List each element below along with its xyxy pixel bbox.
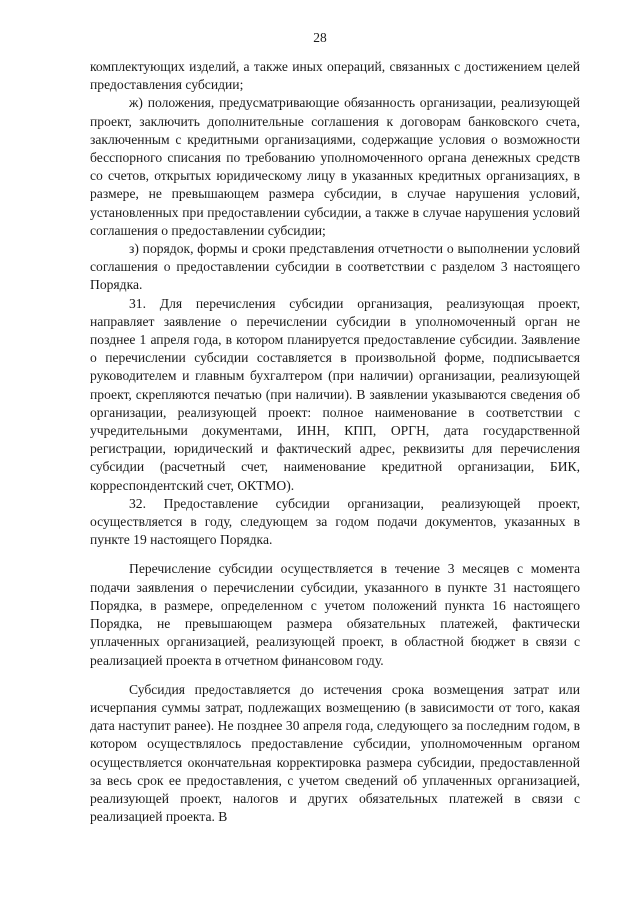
paragraph-clause-31: 31. Для перечисления субсидии организация, реализующая проект, направляет заявление о перечислении субсидии в уполномоченный орган не позднее 1 апреля года, в котором планируется предоставление субсидии. Заявление о перечислении субсидии составляется в произвольной форме, подписывается руководителем и главным бухгалтером (при наличии) организации, реализующей проект, скрепляются печатью (при наличии). В заявлении указываются сведения об организации, реализующей проект: полное наименование в соответствии с учредительными документами, ИНН, КПП, ОРГН, дата государственной регистрации, юридический и фактический адрес, реквизиты для перечисления субсидии (расчетный счет, наименование кредитной организации, БИК, корреспондентский счет, ОКТМО). — [90, 295, 580, 493]
paragraph-continuation: комплектующих изделий, а также иных операций, связанных с достижением целей предоставления субсидии; — [90, 59, 580, 93]
paragraph-item-z: з) порядок, формы и сроки представления отчетности о выполнении условий соглашения о предоставлении субсидии в соответствии с разделом 3 настоящего Порядка. — [90, 241, 580, 293]
document-body — [90, 58, 580, 826]
paragraph-transfer-terms: Перечисление субсидии осуществляется в течение 3 месяцев с момента подачи заявления о перечислении субсидии, указанного в пункте 31 настоящего Порядка, в размере, определенном с учетом положений пункта 16 настоящего Порядка, не превышающем размера обязательных платежей, фактически уплаченных организацией, реализующей проект, в областной бюджет в связи с реализацией проекта в отчетном финансовом году. — [90, 561, 580, 668]
page-number: 28 — [313, 30, 327, 45]
paragraph-item-zh: ж) положения, предусматривающие обязанность организации, реализующей проект, заключить дополнительные соглашения к договорам банковского счета, заключенным с кредитными организациями, содержащие условия о возможности бесспорного списания по требованию уполномоченного органа денежных средств со счетов, открытых юридическому лицу в указанных кредитных организациях, в размере, не превышающем размера субсидии, в случае нарушения условий, установленных при предоставлении субсидии, а также в случае нарушения условий соглашения о предоставлении субсидии; — [90, 95, 580, 238]
paragraph-subsidy-adjustment: Субсидия предоставляется до истечения срока возмещения затрат или исчерпания суммы затрат, подлежащих возмещению (в зависимости от того, какая дата наступит ранее). Не позднее 30 апреля года, следующего за последним годом, в котором осуществлялось предоставление субсидии, уполномоченным органом осуществляется окончательная корректировка размера субсидии, предоставленной за весь срок ее предоставления, с учетом сведений об уплаченных организацией, реализующей проект, налогов и других обязательных платежей в связи с реализацией проекта. В — [90, 681, 580, 825]
paragraph-clause-32: 32. Предоставление субсидии организации, реализующей проект, осуществляется в году, следующем за годом подачи документов, указанных в пункте 19 настоящего Порядка. — [90, 495, 580, 548]
